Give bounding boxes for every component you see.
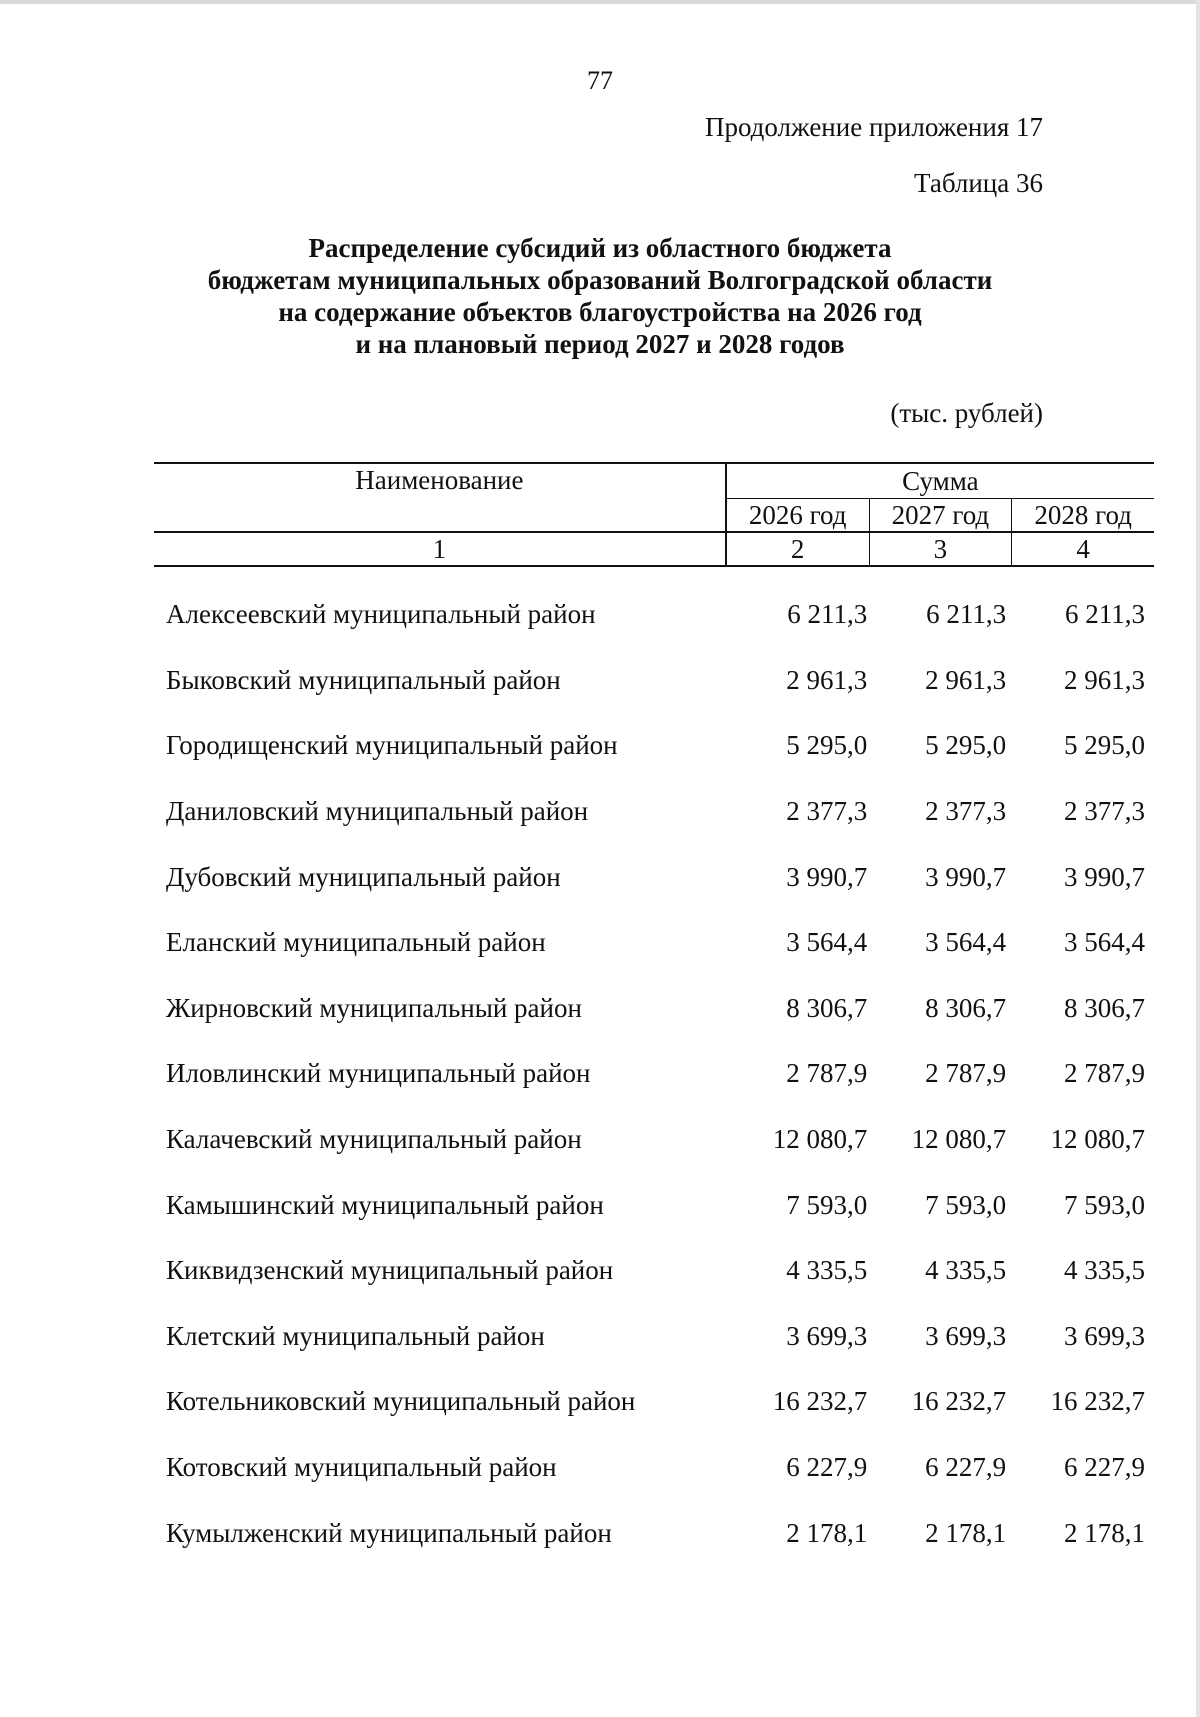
table-row xyxy=(154,1172,1154,1238)
header-col-number: 4 xyxy=(1012,532,1154,566)
table-row xyxy=(154,1238,1154,1304)
value-2026: 2 178,1 xyxy=(786,1517,868,1548)
table-row xyxy=(154,1041,1154,1107)
appendix-continuation: Продолжение приложения 17 xyxy=(704,112,1043,142)
row-name: Городищенский муниципальный район xyxy=(166,730,618,761)
table-row xyxy=(154,1500,1154,1566)
table-body xyxy=(154,582,1154,1566)
page-number: 77 xyxy=(587,66,613,95)
value-2027: 3 699,3 xyxy=(925,1320,1007,1351)
table-row xyxy=(154,844,1154,910)
value-2028: 5 295,0 xyxy=(1064,730,1145,761)
row-name: Иловлинский муниципальный район xyxy=(166,1058,591,1089)
table-header xyxy=(154,462,1154,567)
value-2027: 2 178,1 xyxy=(925,1517,1007,1548)
table-row xyxy=(154,582,1154,648)
value-2028: 16 232,7 xyxy=(1050,1386,1145,1417)
table-number: Таблица 36 xyxy=(914,168,1043,198)
value-2028: 6 227,9 xyxy=(1064,1452,1145,1483)
row-name: Клетский муниципальный район xyxy=(166,1320,545,1351)
value-2026: 7 593,0 xyxy=(786,1189,868,1220)
value-2027: 3 990,7 xyxy=(925,861,1007,892)
row-name: Еланский муниципальный район xyxy=(166,927,546,958)
value-2026: 2 787,9 xyxy=(786,1058,868,1089)
row-name: Калачевский муниципальный район xyxy=(166,1124,582,1155)
value-2026: 3 564,4 xyxy=(786,927,868,958)
document-title xyxy=(0,232,1200,360)
value-2027: 2 787,9 xyxy=(925,1058,1007,1089)
table-row xyxy=(154,1304,1154,1370)
table-row xyxy=(154,1107,1154,1173)
title-line: и на плановый период 2027 и 2028 годов xyxy=(355,329,845,359)
value-2027: 4 335,5 xyxy=(925,1255,1007,1286)
value-2028: 8 306,7 xyxy=(1064,992,1145,1023)
scan-edge-top xyxy=(0,0,1200,4)
header-year-2026: 2026 год xyxy=(726,499,869,533)
value-2026: 3 699,3 xyxy=(786,1320,868,1351)
value-2026: 8 306,7 xyxy=(786,992,868,1023)
value-2027: 7 593,0 xyxy=(925,1189,1007,1220)
units-note: (тыс. рублей) xyxy=(890,398,1043,428)
table-row xyxy=(154,779,1154,845)
value-2028: 2 961,3 xyxy=(1064,664,1145,695)
table-row xyxy=(154,648,1154,714)
header-col-number: 1 xyxy=(154,532,726,566)
header-name: Наименование xyxy=(154,463,726,532)
row-name: Жирновский муниципальный район xyxy=(166,992,582,1023)
value-2028: 7 593,0 xyxy=(1064,1189,1145,1220)
value-2027: 3 564,4 xyxy=(925,927,1007,958)
value-2028: 4 335,5 xyxy=(1064,1255,1145,1286)
value-2028: 3 564,4 xyxy=(1064,927,1145,958)
value-2026: 4 335,5 xyxy=(786,1255,868,1286)
value-2026: 12 080,7 xyxy=(772,1124,868,1155)
row-name: Кумылженский муниципальный район xyxy=(166,1517,612,1548)
row-name: Котовский муниципальный район xyxy=(166,1452,557,1483)
row-name: Котельниковский муниципальный район xyxy=(166,1386,636,1417)
value-2028: 12 080,7 xyxy=(1050,1124,1145,1155)
title-line: Распределение субсидий из областного бюджета xyxy=(308,233,892,263)
row-name: Киквидзенский муниципальный район xyxy=(166,1255,614,1286)
value-2027: 8 306,7 xyxy=(925,992,1007,1023)
value-2026: 6 211,3 xyxy=(787,599,868,630)
value-2028: 6 211,3 xyxy=(1065,599,1145,630)
value-2028: 2 377,3 xyxy=(1064,796,1145,827)
value-2027: 6 227,9 xyxy=(925,1452,1007,1483)
row-name: Быковский муниципальный район xyxy=(166,664,561,695)
value-2026: 16 232,7 xyxy=(772,1386,868,1417)
table-row xyxy=(154,910,1154,976)
value-2028: 2 178,1 xyxy=(1064,1517,1145,1548)
row-name: Дубовский муниципальный район xyxy=(166,861,561,892)
title-line: бюджетам муниципальных образований Волгоградской области xyxy=(207,265,993,295)
header-year-2028: 2028 год xyxy=(1034,500,1132,530)
value-2027: 12 080,7 xyxy=(911,1124,1007,1155)
title-line: на содержание объектов благоустройства на 2026 год xyxy=(278,297,922,327)
value-2028: 2 787,9 xyxy=(1064,1058,1145,1089)
value-2026: 5 295,0 xyxy=(786,730,868,761)
row-name: Камышинский муниципальный район xyxy=(166,1189,604,1220)
value-2027: 2 961,3 xyxy=(925,664,1007,695)
header-year-2027: 2027 год xyxy=(869,499,1012,533)
value-2027: 6 211,3 xyxy=(926,599,1007,630)
value-2026: 6 227,9 xyxy=(786,1452,868,1483)
value-2026: 2 377,3 xyxy=(786,796,868,827)
value-2027: 16 232,7 xyxy=(911,1386,1007,1417)
value-2027: 5 295,0 xyxy=(925,730,1007,761)
value-2028: 3 990,7 xyxy=(1064,861,1145,892)
row-name: Алексеевский муниципальный район xyxy=(166,599,596,630)
value-2027: 2 377,3 xyxy=(925,796,1007,827)
table-row xyxy=(154,976,1154,1042)
table-row xyxy=(154,713,1154,779)
header-col-number: 2 xyxy=(726,532,869,566)
header-sum: Сумма xyxy=(726,463,1154,499)
header-col-number: 3 xyxy=(869,532,1012,566)
value-2028: 3 699,3 xyxy=(1064,1320,1145,1351)
table-row xyxy=(154,1435,1154,1501)
row-name: Даниловский муниципальный район xyxy=(166,796,589,827)
value-2026: 3 990,7 xyxy=(786,861,868,892)
table-row xyxy=(154,1369,1154,1435)
value-2026: 2 961,3 xyxy=(786,664,868,695)
